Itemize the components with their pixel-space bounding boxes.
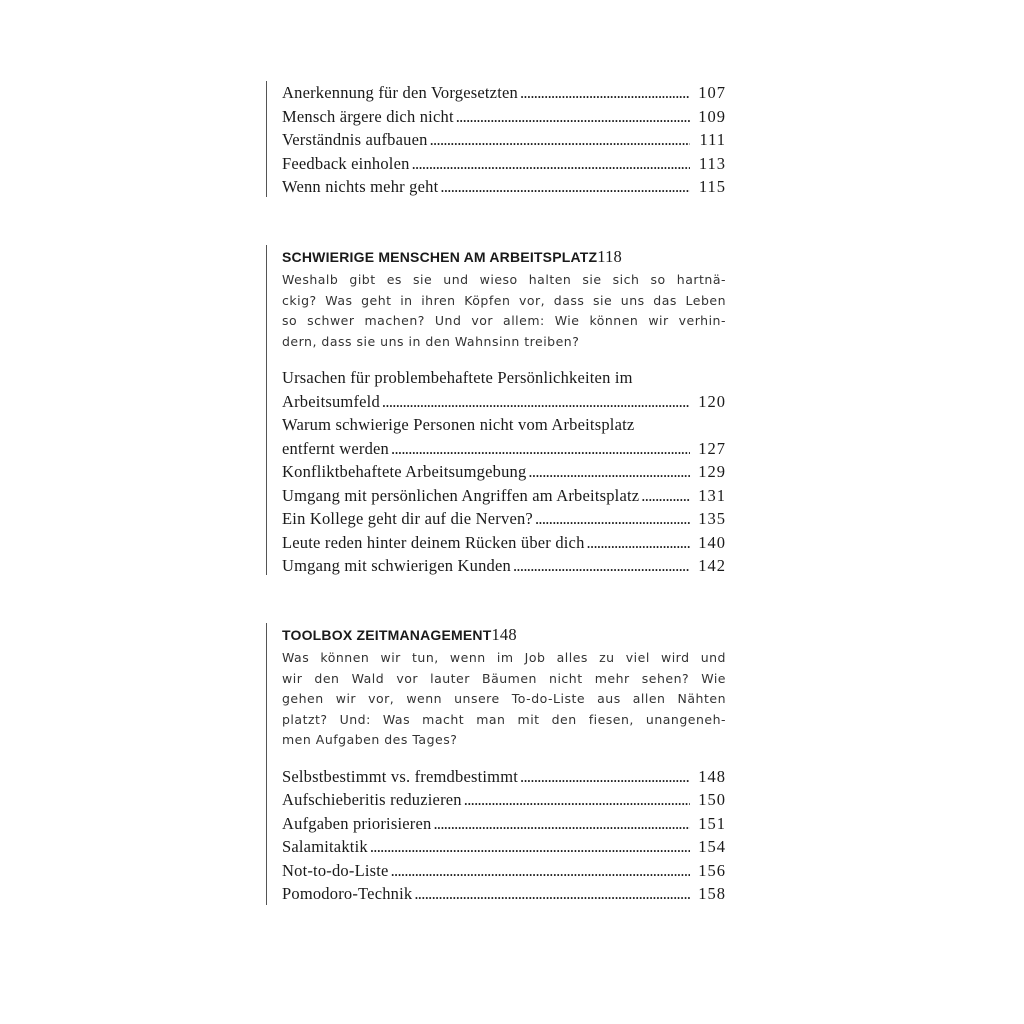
dot-leader bbox=[433, 812, 690, 836]
dot-leader bbox=[641, 484, 690, 508]
description-line: so schwer machen? Und vor allem: Wie können wir verhin- bbox=[282, 313, 726, 328]
dot-leader bbox=[587, 531, 690, 555]
toc-entry-page: 135 bbox=[698, 509, 726, 528]
toc-entry[interactable] bbox=[282, 152, 726, 176]
toc-entry[interactable] bbox=[282, 175, 726, 199]
dot-leader bbox=[414, 882, 690, 906]
toc-entry[interactable] bbox=[282, 484, 726, 508]
section-heading-title: TOOLBOX ZEITMANAGEMENT bbox=[282, 627, 492, 643]
toc-entry-page: 109 bbox=[698, 106, 726, 126]
description-line: Was können wir tun, wenn im Job alles zu viel wird und bbox=[282, 650, 726, 665]
description-line: dern, dass sie uns in den Wahnsinn treiben? bbox=[282, 333, 580, 349]
description-line: wir den Wald vor lauter Bäumen nicht mehr sehen? Wie bbox=[282, 670, 726, 686]
toc-entry-page: 151 bbox=[698, 813, 726, 833]
dot-leader bbox=[520, 81, 690, 105]
dot-leader bbox=[513, 554, 690, 578]
toc-entry[interactable] bbox=[282, 835, 726, 859]
toc-entry-page: 154 bbox=[698, 837, 726, 856]
toc-entry-title-line: Ursachen für problembehaftete Persönlichkeiten im bbox=[282, 368, 633, 387]
dot-leader bbox=[382, 390, 690, 414]
toc-entry-title: Aufschieberitis reduzieren bbox=[282, 790, 462, 809]
toc-entry-page: 142 bbox=[698, 556, 726, 575]
toc-entry-page: 129 bbox=[698, 462, 726, 481]
dot-leader bbox=[430, 128, 690, 152]
toc-entry-page: 120 bbox=[698, 391, 726, 411]
toc-entry-page: 113 bbox=[698, 153, 726, 173]
dot-leader bbox=[535, 507, 690, 531]
toc-entry-title: Aufgaben priorisieren bbox=[282, 813, 432, 833]
section-heading-page: 148 bbox=[491, 625, 517, 644]
dot-leader bbox=[520, 765, 690, 789]
toc-entry[interactable] bbox=[282, 554, 726, 578]
description-line: ckig? Was geht in ihren Köpfen vor, dass sie uns das Leben bbox=[282, 292, 726, 308]
description-line: Weshalb gibt es sie und wieso halten sie sich so hartnä- bbox=[282, 272, 726, 287]
toc-section-time-management bbox=[266, 623, 726, 905]
toc-entry-page: 148 bbox=[698, 766, 726, 786]
section-heading[interactable] bbox=[282, 245, 726, 269]
toc-entry-title: Selbstbestimmt vs. fremdbestimmt bbox=[282, 766, 519, 786]
toc-entry-title: entfernt werden bbox=[282, 438, 389, 458]
toc-section-continued bbox=[266, 81, 726, 197]
toc-entry[interactable] bbox=[282, 531, 726, 555]
toc-entry[interactable] bbox=[282, 812, 726, 836]
toc-entry-title: Not-to-do-Liste bbox=[282, 860, 389, 880]
toc-entry-title: Umgang mit persönlichen Angriffen am Arbeitsplatz bbox=[282, 485, 640, 505]
toc-entry-page: 127 bbox=[698, 438, 726, 458]
toc-entry-page: 140 bbox=[698, 532, 726, 552]
toc-entry-title: Pomodoro-Technik bbox=[282, 884, 413, 903]
toc-entry-title: Mensch ärgere dich nicht bbox=[282, 106, 454, 126]
section-heading-page: 118 bbox=[597, 247, 623, 266]
dot-leader bbox=[440, 175, 690, 199]
description-line: men Aufgaben des Tages? bbox=[282, 732, 458, 747]
dot-leader bbox=[412, 152, 690, 176]
toc-entry-title: Leute reden hinter deinem Rücken über dich bbox=[282, 532, 585, 552]
toc-entry-title: Wenn nichts mehr geht bbox=[282, 177, 439, 196]
toc-entry-page: 111 bbox=[699, 130, 726, 149]
dot-leader bbox=[391, 437, 690, 461]
toc-entry-page: 131 bbox=[698, 485, 726, 505]
toc-entry-page: 107 bbox=[698, 83, 726, 102]
toc-entry[interactable] bbox=[282, 859, 726, 883]
section-heading[interactable] bbox=[282, 623, 726, 647]
toc-entry[interactable] bbox=[282, 128, 726, 152]
toc-entry-title-line: Warum schwierige Personen nicht vom Arbeitsplatz bbox=[282, 415, 635, 434]
toc-entry[interactable] bbox=[282, 366, 726, 413]
dot-leader bbox=[464, 788, 690, 812]
toc-entry-page: 158 bbox=[698, 884, 726, 903]
section-description bbox=[282, 270, 726, 352]
description-line: platzt? Und: Was macht man mit den fiesen, unangeneh- bbox=[282, 711, 726, 727]
toc-entry[interactable] bbox=[282, 460, 726, 484]
toc-entry[interactable] bbox=[282, 882, 726, 906]
dot-leader bbox=[370, 835, 690, 859]
toc-entry-page: 150 bbox=[698, 790, 726, 809]
toc-entry-page: 115 bbox=[698, 177, 726, 196]
toc-entry-title: Ein Kollege geht dir auf die Nerven? bbox=[282, 509, 533, 528]
toc-entry-title: Konfliktbehaftete Arbeitsumgebung bbox=[282, 462, 527, 481]
dot-leader bbox=[391, 859, 690, 883]
toc-entry[interactable] bbox=[282, 413, 726, 460]
toc-entry-title: Umgang mit schwierigen Kunden bbox=[282, 556, 511, 575]
toc-entry[interactable] bbox=[282, 765, 726, 789]
toc-section-difficult-people bbox=[266, 245, 726, 575]
toc-entry[interactable] bbox=[282, 507, 726, 531]
toc-entry[interactable] bbox=[282, 81, 726, 105]
toc-entry[interactable] bbox=[282, 788, 726, 812]
toc-entry-title: Verständnis aufbauen bbox=[282, 130, 428, 149]
toc-entry-title: Salamitaktik bbox=[282, 837, 368, 856]
toc-entry-title: Feedback einholen bbox=[282, 153, 410, 173]
section-description bbox=[282, 648, 726, 751]
toc-entry-page: 156 bbox=[698, 860, 726, 880]
section-heading-title: SCHWIERIGE MENSCHEN AM ARBEITSPLATZ bbox=[282, 249, 598, 265]
toc-entry-title: Anerkennung für den Vorgesetzten bbox=[282, 83, 518, 102]
dot-leader bbox=[456, 105, 690, 129]
description-line: gehen wir vor, wenn unsere To-do-Liste aus allen Nähten bbox=[282, 691, 726, 706]
toc-entry[interactable] bbox=[282, 105, 726, 129]
toc-entry-title: Arbeitsumfeld bbox=[282, 391, 380, 411]
dot-leader bbox=[528, 460, 690, 484]
